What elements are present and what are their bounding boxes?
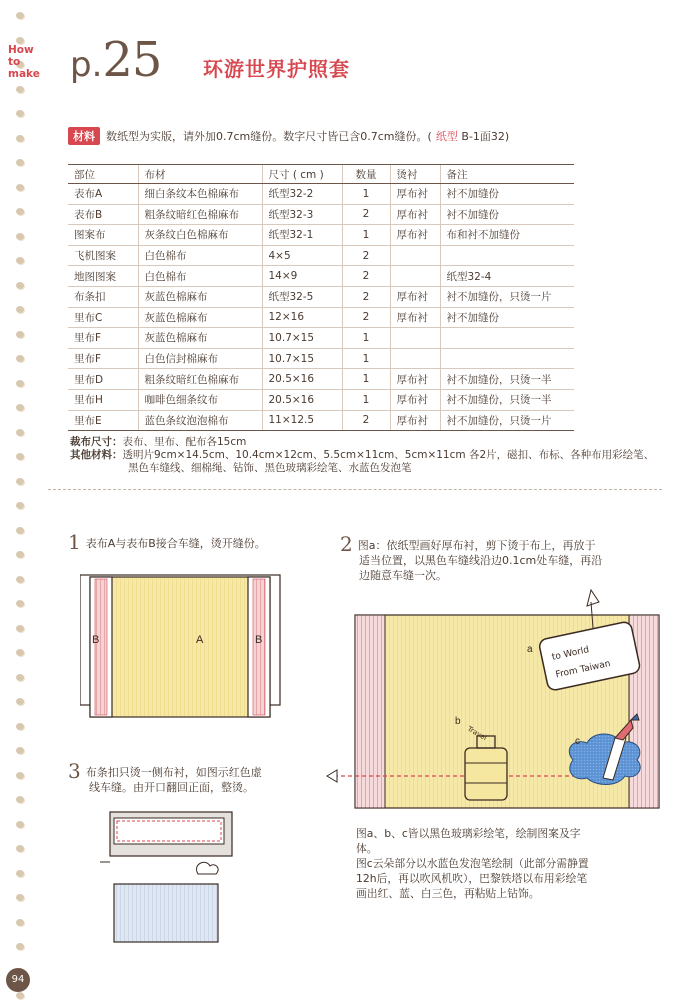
to-word: to — [8, 56, 21, 68]
table-cell: 白色棉布 — [138, 245, 262, 266]
binding-hole — [16, 576, 24, 583]
table-cell: 2 — [342, 286, 390, 307]
binding-hole — [16, 37, 24, 44]
step-3 — [68, 759, 262, 795]
label-a: A — [196, 634, 204, 646]
table-cell: 纸型32-1 — [262, 225, 342, 246]
table-cell: 衬不加缝份，只烫一片 — [440, 410, 574, 431]
table-cell: 10.7×15 — [262, 348, 342, 369]
step1-diagram — [80, 565, 290, 725]
binding-hole — [16, 306, 24, 313]
step3-diagram — [100, 808, 240, 948]
table-header: 尺寸 ( cm ) — [262, 165, 342, 184]
table-cell: 粗条纹暗红色棉麻布 — [138, 369, 262, 390]
table-cell: 细白条纹本色棉麻布 — [138, 184, 262, 205]
step-2-line3: 边随意车缝一次。 — [359, 569, 447, 582]
table-cell: 灰蓝色棉麻布 — [138, 328, 262, 349]
binding-hole — [16, 649, 24, 656]
table-cell: 1 — [342, 369, 390, 390]
table-cell: 纸型32-4 — [440, 266, 574, 287]
table-cell: 2 — [342, 410, 390, 431]
pattern-ref: 纸型 — [435, 130, 458, 143]
label-b-right: B — [255, 634, 263, 646]
table-header: 布材 — [138, 165, 262, 184]
binding-hole — [16, 698, 24, 705]
table-row — [68, 245, 574, 266]
table-row — [68, 204, 574, 225]
binding-hole — [16, 233, 24, 240]
table-cell: 图案布 — [68, 225, 138, 246]
table-cell: 地图图案 — [68, 266, 138, 287]
how-word: How — [8, 44, 34, 56]
table-cell: 纸型32-3 — [262, 204, 342, 225]
table-cell — [390, 245, 440, 266]
table-cell: 灰蓝色棉麻布 — [138, 307, 262, 328]
step-3-line2: 线车缝。由开口翻回正面，整烫。 — [89, 781, 254, 794]
binding-hole — [16, 86, 24, 93]
binding-hole — [16, 674, 24, 681]
other-materials-label: 其他材料： — [70, 449, 123, 461]
binding-hole — [16, 600, 24, 607]
step-3-number: 3 — [68, 759, 81, 783]
binding-hole — [16, 845, 24, 852]
label-a-small: a — [527, 644, 533, 655]
table-cell: 衬不加缝份，只烫一半 — [440, 389, 574, 410]
binding-hole — [16, 747, 24, 754]
table-cell: 厚布衬 — [390, 307, 440, 328]
tag-text-line2: From Taiwan — [554, 658, 612, 681]
table-cell: 布条扣 — [68, 286, 138, 307]
caption-line2: 体。 — [356, 842, 378, 855]
step2-caption — [356, 826, 668, 901]
table-cell: 厚布衬 — [390, 184, 440, 205]
table-cell: 里布F — [68, 328, 138, 349]
binding-hole — [16, 404, 24, 411]
step2-diagram — [325, 588, 670, 813]
table-cell: 纸型32-2 — [262, 184, 342, 205]
step-2 — [340, 532, 603, 583]
table-cell: 14×9 — [262, 266, 342, 287]
table-cell: 里布H — [68, 389, 138, 410]
table-row — [68, 348, 574, 369]
binding-hole — [16, 527, 24, 534]
table-cell: 1 — [342, 389, 390, 410]
binding-hole — [16, 453, 24, 460]
binding-hole — [16, 208, 24, 215]
materials-note-text: 数纸型为实版，请外加0.7cm缝份。数字尺寸皆已含0.7cm缝份。( — [106, 130, 432, 143]
materials-table — [68, 164, 574, 431]
label-c-small: c — [575, 736, 580, 747]
table-cell — [390, 328, 440, 349]
table-header: 烫衬 — [390, 165, 440, 184]
table-cell: 2 — [342, 204, 390, 225]
table-cell: 白色棉布 — [138, 266, 262, 287]
table-cell: 蓝色条纹泡泡棉布 — [138, 410, 262, 431]
binding-hole — [16, 894, 24, 901]
table-row — [68, 225, 574, 246]
table-cell: 纸型32-5 — [262, 286, 342, 307]
table-cell: 1 — [342, 328, 390, 349]
table-row — [68, 369, 574, 390]
table-cell — [440, 328, 574, 349]
materials-badge: 材料 — [68, 127, 100, 145]
tag-text-line1: to World — [551, 645, 591, 663]
step-3-line1: 布条扣只烫一侧布衬，如图示红色虚 — [85, 766, 262, 779]
label-b-left: B — [92, 634, 100, 646]
project-number-value: 25 — [102, 32, 162, 88]
project-number — [70, 30, 161, 95]
fabric-b-left-stripe — [95, 579, 107, 715]
table-cell: 4×5 — [262, 245, 342, 266]
table-cell: 衬不加缝份 — [440, 204, 574, 225]
table-cell: 里布C — [68, 307, 138, 328]
strap-inner — [114, 818, 224, 844]
binding-hole — [16, 723, 24, 730]
binding-hole — [16, 257, 24, 264]
binding-hole — [16, 796, 24, 803]
step-2-line1: 图a：依纸型画好厚布衬，剪下烫于布上，再放于 — [357, 539, 596, 552]
table-cell: 2 — [342, 245, 390, 266]
step-1-number: 1 — [68, 530, 81, 554]
turn-arrow-icon — [197, 862, 219, 874]
binding-hole — [16, 12, 24, 19]
binding-hole — [16, 478, 24, 485]
binding-hole — [16, 870, 24, 877]
arrow-up-icon — [587, 590, 599, 606]
table-cell: 厚布衬 — [390, 204, 440, 225]
binding-hole — [16, 135, 24, 142]
fabric-a — [90, 577, 270, 717]
binding-hole — [16, 943, 24, 950]
table-cell: 1 — [342, 348, 390, 369]
project-prefix: p. — [70, 45, 103, 85]
table-cell — [390, 348, 440, 369]
table-cell: 飞机图案 — [68, 245, 138, 266]
table-cell: 11×12.5 — [262, 410, 342, 431]
suitcase-text: Travel — [466, 724, 489, 743]
pattern-ref-tail: B-1面32) — [461, 130, 510, 143]
other-materials-line1: 透明片9cm×14.5cm、10.4cm×12cm、5.5cm×11cm、5cm×11cm 各2片，磁扣、布标、各种布用彩绘笔、 — [122, 449, 655, 461]
table-cell: 表布A — [68, 184, 138, 205]
binding-hole — [16, 821, 24, 828]
materials-note — [68, 127, 509, 145]
table-cell: 厚布衬 — [390, 410, 440, 431]
binding-hole — [16, 110, 24, 117]
caption-line3: 图c云朵部分以水蓝色发泡笔绘制（此部分需静置 — [356, 857, 589, 870]
table-row — [68, 286, 574, 307]
how-to-make-label — [8, 44, 40, 80]
table-cell: 里布E — [68, 410, 138, 431]
table-cell: 表布B — [68, 204, 138, 225]
table-row — [68, 389, 574, 410]
table-cell: 1 — [342, 184, 390, 205]
arrow-left-icon — [327, 770, 337, 782]
table-cell: 布和衬不加缝份 — [440, 225, 574, 246]
table-cell — [390, 266, 440, 287]
table-row — [68, 307, 574, 328]
label-b-small: b — [455, 716, 461, 727]
binding-hole — [16, 551, 24, 558]
caption-line4: 12h后，再以吹风机吹），巴黎铁塔以布用彩绘笔 — [356, 872, 588, 885]
table-cell — [440, 348, 574, 369]
fabric-b-right-stripe — [253, 579, 265, 715]
table-row — [68, 184, 574, 205]
extra-materials — [70, 436, 670, 475]
table-cell: 咖啡色细条纹布 — [138, 389, 262, 410]
table-cell: 粗条纹暗红色棉麻布 — [138, 204, 262, 225]
step-1 — [68, 530, 266, 554]
table-row — [68, 410, 574, 431]
table-cell: 里布F — [68, 348, 138, 369]
table-cell: 衬不加缝份，只烫一半 — [440, 369, 574, 390]
spiral-binding — [0, 0, 40, 1005]
table-cell: 厚布衬 — [390, 389, 440, 410]
table-row — [68, 328, 574, 349]
binding-hole — [16, 184, 24, 191]
table-header: 部位 — [68, 165, 138, 184]
table-cell: 20.5×16 — [262, 369, 342, 390]
step-2-line2: 适当位置，以黑色车缝线沿边0.1cm处车缝，再沿 — [359, 554, 603, 567]
table-cell: 里布D — [68, 369, 138, 390]
cut-size-text: 表布、里布、配布各15cm — [122, 436, 247, 448]
binding-hole — [16, 282, 24, 289]
binding-hole — [16, 429, 24, 436]
strap-turned — [114, 884, 218, 942]
binding-hole — [16, 502, 24, 509]
binding-hole — [16, 331, 24, 338]
table-cell: 厚布衬 — [390, 286, 440, 307]
caption-line5: 画出红、蓝、白三色，再粘贴上钻饰。 — [356, 887, 540, 900]
table-header: 数量 — [342, 165, 390, 184]
binding-hole — [16, 355, 24, 362]
binding-hole — [16, 919, 24, 926]
table-cell: 衬不加缝份，只烫一片 — [440, 286, 574, 307]
binding-hole — [16, 380, 24, 387]
table-cell: 厚布衬 — [390, 369, 440, 390]
table-row — [68, 266, 574, 287]
page-number: 94 — [6, 968, 30, 992]
step-1-text: 表布A与表布B接合车缝，烫开缝份。 — [85, 537, 266, 550]
table-cell: 灰蓝色棉麻布 — [138, 286, 262, 307]
binding-hole — [16, 625, 24, 632]
table-cell: 1 — [342, 225, 390, 246]
step-2-number: 2 — [340, 532, 353, 556]
cut-size-label: 裁布尺寸： — [70, 436, 123, 448]
step2-left-stripe — [355, 615, 385, 808]
table-cell — [440, 245, 574, 266]
binding-hole — [16, 159, 24, 166]
table-cell: 灰条纹白色棉麻布 — [138, 225, 262, 246]
page-title: 环游世界护照套 — [203, 57, 350, 81]
table-cell: 2 — [342, 266, 390, 287]
table-cell: 12×16 — [262, 307, 342, 328]
table-cell: 厚布衬 — [390, 225, 440, 246]
other-materials-line2: 黑色车缝线、细棉绳、钻饰、黑色玻璃彩绘笔、水蓝色发泡笔 — [128, 462, 412, 474]
table-cell: 衬不加缝份 — [440, 307, 574, 328]
binding-hole — [16, 772, 24, 779]
table-header: 备注 — [440, 165, 574, 184]
binding-hole — [16, 992, 24, 999]
table-cell: 10.7×15 — [262, 328, 342, 349]
table-cell: 20.5×16 — [262, 389, 342, 410]
divider — [48, 489, 662, 490]
caption-line1: 图a、b、c皆以黑色玻璃彩绘笔，绘制图案及字 — [356, 827, 581, 840]
table-cell: 2 — [342, 307, 390, 328]
table-cell: 白色信封棉麻布 — [138, 348, 262, 369]
table-cell: 衬不加缝份 — [440, 184, 574, 205]
make-word: make — [8, 68, 40, 80]
